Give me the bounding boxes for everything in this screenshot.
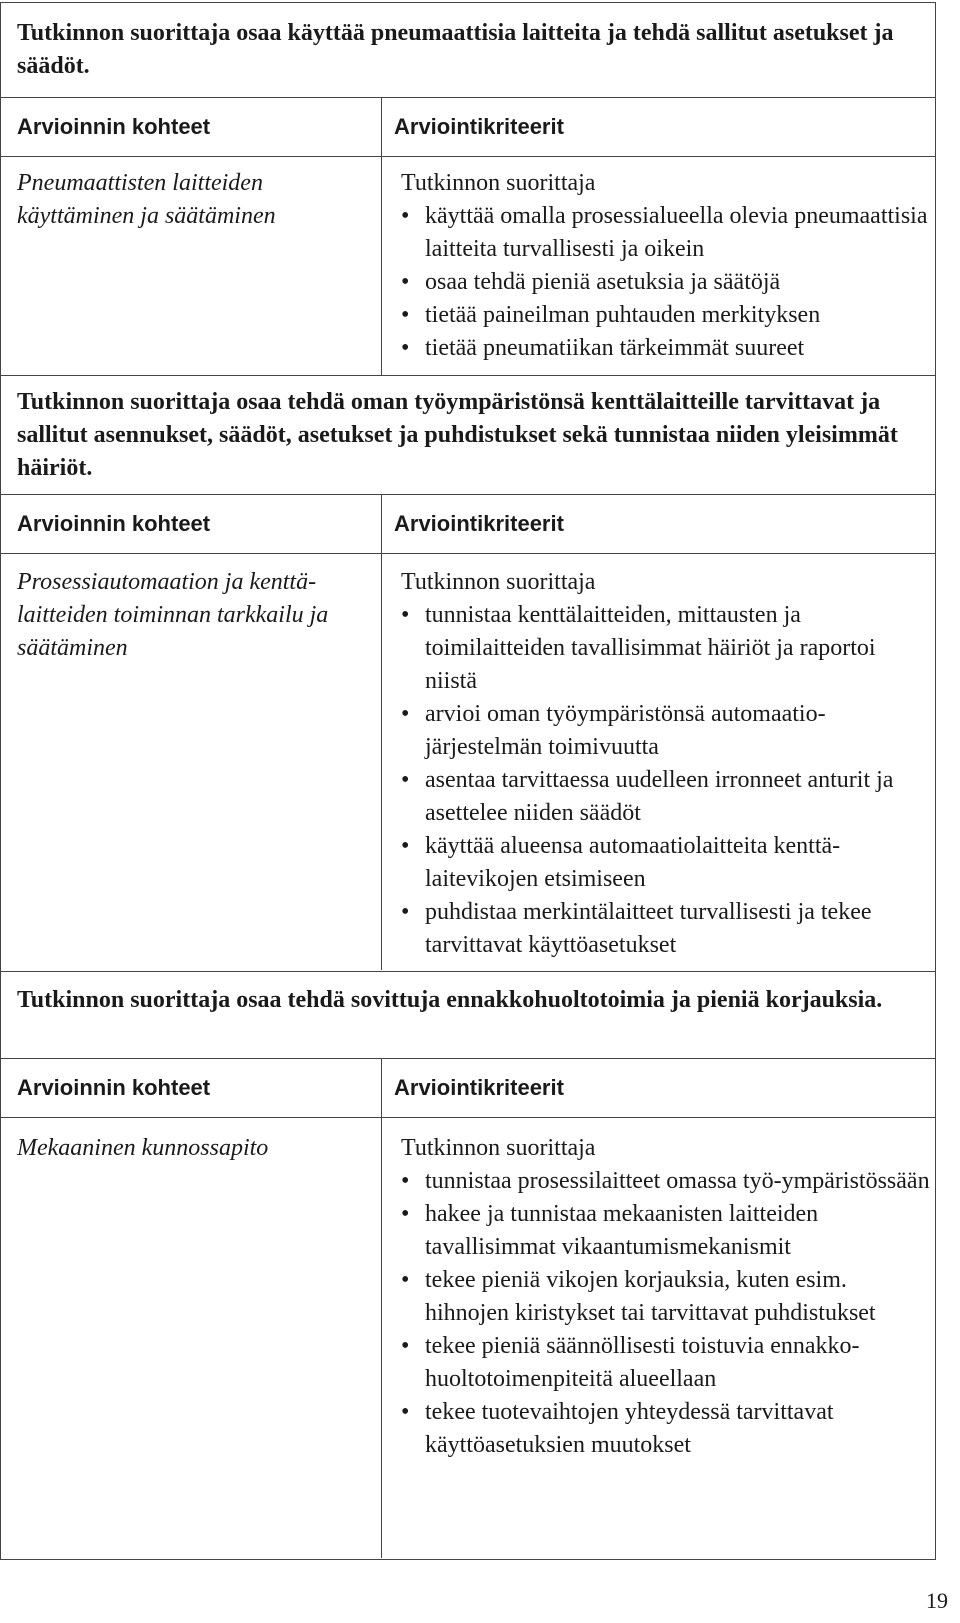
column-divider — [381, 1058, 382, 1558]
criteria-list — [401, 200, 931, 365]
section-field-devices — [0, 374, 936, 972]
col-label-targets: Arvioinnin kohteet — [17, 511, 211, 536]
criteria-block — [401, 566, 931, 962]
column-divider — [381, 97, 382, 375]
column-labels-row — [1, 494, 935, 554]
col-label-criteria: Arviointikriteerit — [394, 114, 564, 139]
section-heading: Tutkinnon suorittaja osaa tehdä oman työympäristönsä kenttälaitteille tarvittavat ja sallitut asennukset, säädöt, asetukset ja puhdistukset sekä tunnistaa niiden yleisimmät häiriöt. — [17, 389, 898, 481]
assessment-target: Mekaaninen kunnossapito — [17, 1135, 269, 1161]
criteria-item: • tunnistaa prosessilaitteet omassa työ-ympäristössään — [401, 1165, 931, 1198]
column-labels-row — [1, 97, 935, 157]
criteria-item: • tunnistaa kenttälaitteiden, mittausten ja toimilaitteiden tavallisimmat häiriöt ja raportoi niistä — [401, 599, 931, 698]
criteria-block — [401, 167, 931, 365]
criteria-intro: Tutkinnon suorittaja — [401, 569, 596, 595]
assessment-target: Prosessiautomaation ja kenttä-laitteiden toiminnan tarkkailu ja säätäminen — [17, 569, 329, 661]
criteria-item: • asentaa tarvittaessa uudelleen irronneet anturit ja asettelee niiden säädöt — [401, 764, 931, 830]
criteria-intro: Tutkinnon suorittaja — [401, 1135, 596, 1161]
section-heading: Tutkinnon suorittaja osaa tehdä sovittuja ennakkohuoltotoimia ja pieniä korjauksia. — [17, 987, 883, 1013]
section-heading: Tutkinnon suorittaja osaa käyttää pneumaattisia laitteita ja tehdä sallitut asetukset ja säädöt. — [17, 20, 894, 79]
criteria-item: • käyttää alueensa automaatiolaitteita kenttä-laitevikojen etsimiseen — [401, 830, 931, 896]
section-pneumatics — [0, 2, 936, 376]
criteria-item: • hakee ja tunnistaa mekaanisten laitteiden tavallisimmat vikaantumismekanismit — [401, 1198, 931, 1264]
assessment-target: Pneumaattisten laitteiden käyttäminen ja säätäminen — [17, 170, 276, 229]
criteria-item: • arvioi oman työympäristönsä automaatio-järjestelmän toimivuutta — [401, 698, 931, 764]
col-label-targets: Arvioinnin kohteet — [17, 114, 211, 139]
col-label-targets: Arvioinnin kohteet — [17, 1075, 211, 1100]
criteria-item: • tekee pieniä säännöllisesti toistuvia ennakko-huoltotoimenpiteitä alueellaan — [401, 1330, 931, 1396]
criteria-item: • käyttää omalla prosessialueella olevia pneumaattisia laitteita turvallisesti ja oikein — [401, 200, 931, 266]
criteria-item: • osaa tehdä pieniä asetuksia ja säätöjä — [401, 266, 931, 299]
column-divider — [381, 494, 382, 970]
criteria-item: • tekee tuotevaihtojen yhteydessä tarvittavat käyttöasetuksien muutokset — [401, 1396, 931, 1462]
col-label-criteria: Arviointikriteerit — [394, 1075, 564, 1100]
criteria-item: • tekee pieniä vikojen korjauksia, kuten esim. hihnojen kiristykset tai tarvittavat puhdistukset — [401, 1264, 931, 1330]
column-labels-row — [1, 1058, 935, 1118]
criteria-item: • puhdistaa merkintälaitteet turvallisesti ja tekee tarvittavat käyttöasetukset — [401, 896, 931, 962]
criteria-block — [401, 1132, 931, 1462]
criteria-list — [401, 1165, 931, 1462]
page-number: 19 — [926, 1588, 948, 1613]
criteria-item: • tietää paineilman puhtauden merkityksen — [401, 299, 931, 332]
criteria-intro: Tutkinnon suorittaja — [401, 170, 596, 196]
criteria-list — [401, 599, 931, 962]
section-maintenance — [0, 970, 936, 1560]
criteria-item: • tietää pneumatiikan tärkeimmät suureet — [401, 332, 931, 365]
col-label-criteria: Arviointikriteerit — [394, 511, 564, 536]
